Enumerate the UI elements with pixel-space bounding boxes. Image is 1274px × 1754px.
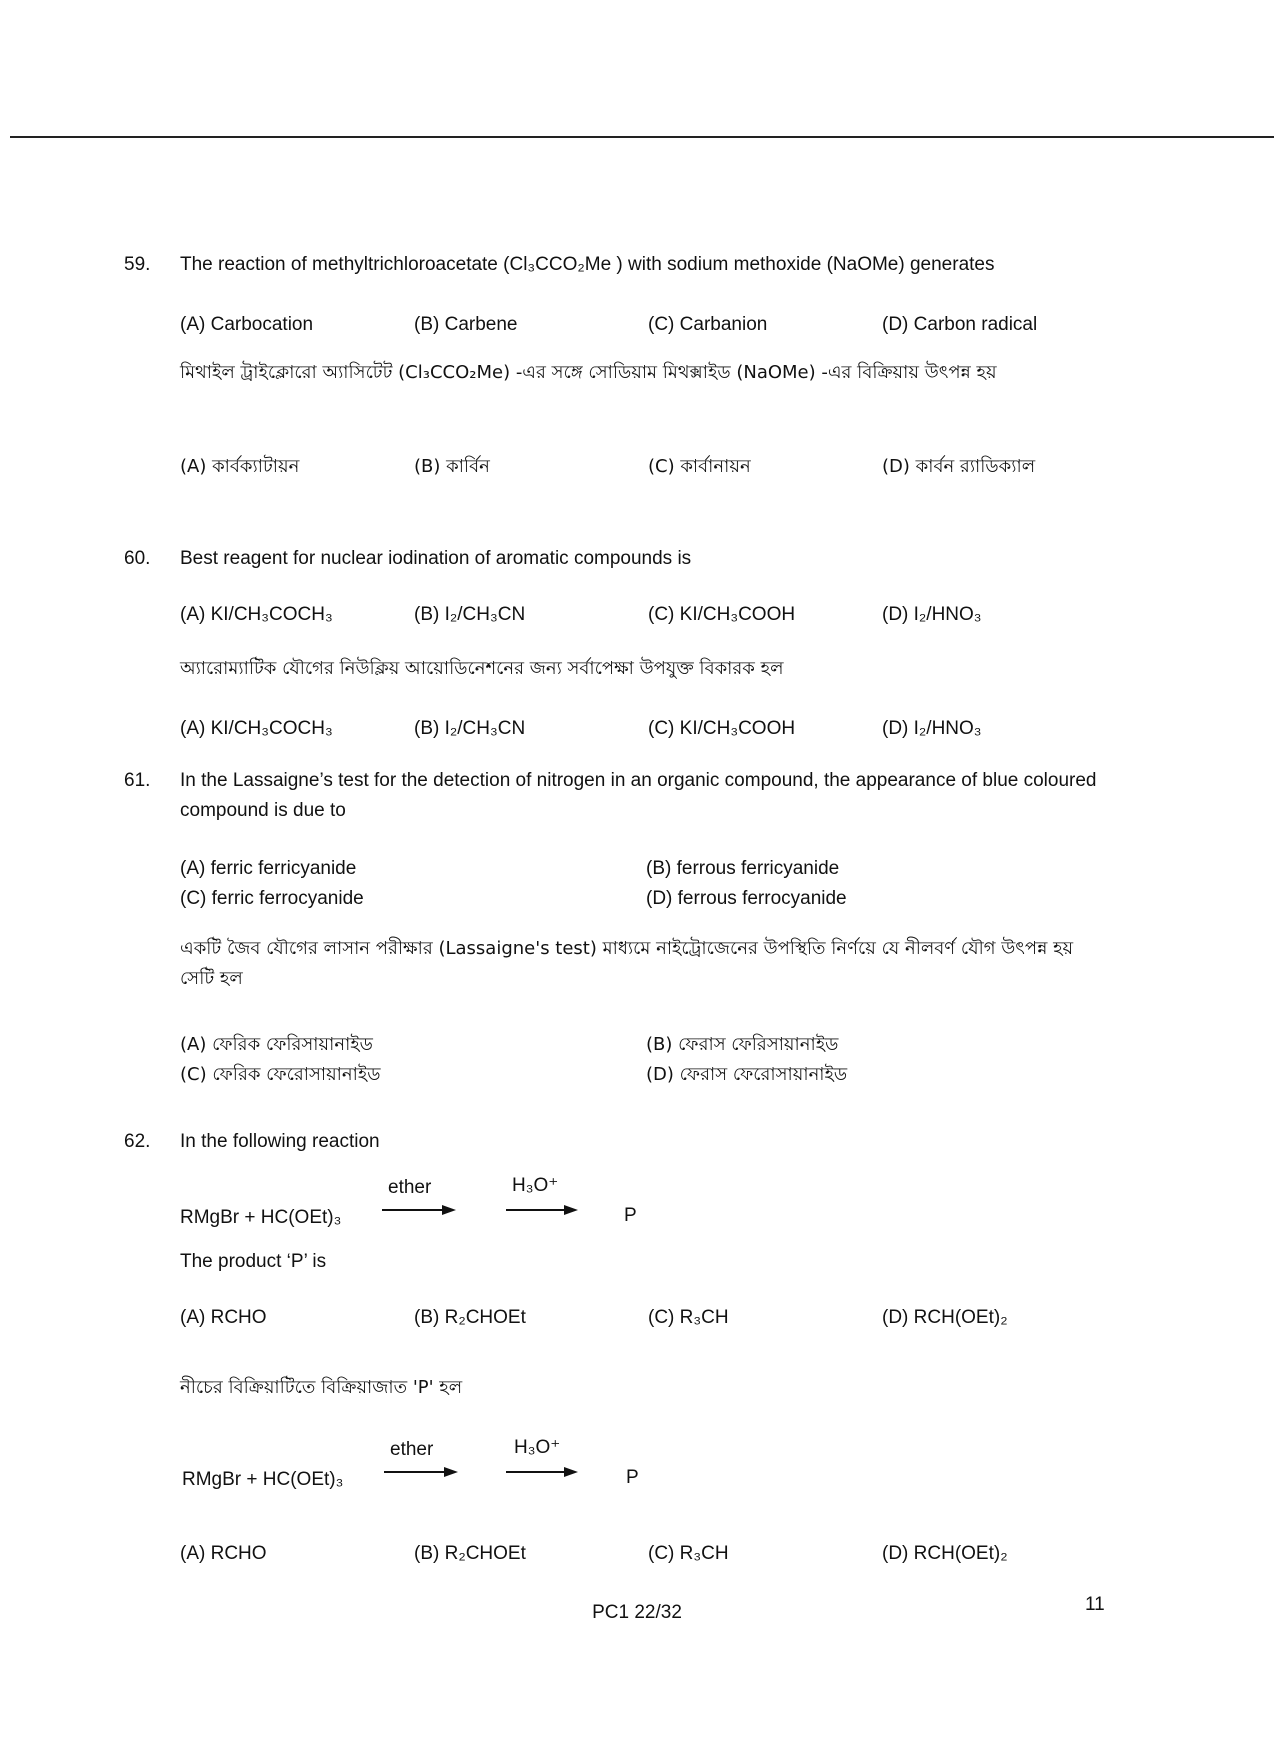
option-c: (C) Carbanion (648, 314, 768, 335)
reactants: RMgBr + HC(OEt)₃ (180, 1207, 342, 1228)
option-d: (D) I₂/HNO₃ (882, 604, 982, 625)
page-footer: PC1 22/32 (592, 1602, 682, 1623)
product-p: P (624, 1205, 637, 1226)
option-c: (C) ferric ferrocyanide (180, 888, 364, 909)
option-d-bn: (D) RCH(OEt)₂ (882, 1543, 1008, 1564)
option-d: (D) ferrous ferrocyanide (646, 888, 847, 909)
option-c-bn: (C) KI/CH₃COOH (648, 718, 796, 739)
option-c-bn: (C) কার্বানায়ন (648, 456, 751, 477)
reaction-scheme-bn (180, 1427, 700, 1497)
options-bn (180, 452, 1110, 482)
header-rule (10, 136, 1274, 138)
options-en (180, 854, 1110, 914)
page-mark: 11 (1085, 1594, 1105, 1615)
options-en (180, 1303, 1110, 1333)
question-text-bn: একটি জৈব যৌগের লাসান পরীক্ষার (Lassaigne's test) মাধ্যমে নাইট্রোজেনের উপস্থিতি নির্ণয়ে যে নীলবর্ণ যৌগ উৎপন্ন হয় সেটি হল (180, 938, 1074, 989)
reactants: RMgBr + HC(OEt)₃ (182, 1469, 344, 1490)
option-c-bn: (C) R₃CH (648, 1543, 729, 1564)
options-en (180, 310, 1110, 340)
question-text-en: Best reagent for nuclear iodination of aromatic compounds is (180, 548, 692, 569)
reagent-ether: ether (388, 1177, 432, 1198)
option-a: (A) Carbocation (180, 314, 314, 335)
options-bn (180, 1539, 1110, 1569)
option-d: (D) Carbon radical (882, 314, 1038, 335)
option-a: (A) RCHO (180, 1307, 267, 1328)
question-number: 62. (124, 1131, 151, 1152)
option-c-bn: (C) ফেরিক ফেরোসায়ানাইড (180, 1064, 381, 1085)
options-bn (180, 1030, 1110, 1090)
question-prompt-en: The product ‘P’ is (180, 1251, 327, 1272)
option-d-bn: (D) কার্বন র‍্যাডিক্যাল (882, 456, 1036, 477)
reaction-arrows (180, 1427, 700, 1497)
question-number: 60. (124, 548, 151, 569)
reagent-acid: H₃O⁺ (512, 1175, 559, 1196)
options-bn (180, 714, 1110, 744)
option-b: (B) R₂CHOEt (414, 1307, 526, 1328)
option-c: (C) KI/CH₃COOH (648, 604, 796, 625)
option-b: (B) Carbene (414, 314, 518, 335)
option-d-bn: (D) ফেরাস ফেরোসায়ানাইড (646, 1064, 848, 1085)
question-text-bn: মিথাইল ট্রাইক্লোরো অ্যাসিটেট (Cl₃CCO₂Me) -এর সঙ্গে সোডিয়াম মিথক্সাইড (NaOMe) -এর বিক্রিয়ায় উৎপন্ন হয় (180, 362, 997, 383)
option-d-bn: (D) I₂/HNO₃ (882, 718, 982, 739)
question-text-en: In the Lassaigne’s test for the detection of nitrogen in an organic compound, the appearance of blue coloured compound is due to (180, 770, 1097, 821)
option-b-bn: (B) ফেরাস ফেরিসায়ানাইড (646, 1034, 839, 1055)
question-number: 59. (124, 254, 151, 275)
question-text-bn: অ্যারোম্যাটিক যৌগের নিউক্লিয় আয়োডিনেশনের জন্য সর্বাপেক্ষা উপযুক্ত বিকারক হল (180, 658, 784, 679)
option-a: (A) KI/CH₃COCH₃ (180, 604, 333, 625)
option-a: (A) ferric ferricyanide (180, 858, 357, 879)
option-a-bn: (A) ফেরিক ফেরিসায়ানাইড (180, 1034, 373, 1055)
option-a-bn: (A) KI/CH₃COCH₃ (180, 718, 333, 739)
question-number: 61. (124, 770, 151, 791)
option-b: (B) I₂/CH₃CN (414, 604, 526, 625)
question-text-en: The reaction of methyltrichloroacetate (Cl₃CCO₂Me ) with sodium methoxide (NaOMe) generates (180, 254, 995, 275)
question-text-bn: নীচের বিক্রিয়াটিতে বিক্রিয়াজাত 'P' হল (180, 1377, 463, 1398)
reagent-acid: H₃O⁺ (514, 1437, 561, 1458)
option-b-bn: (B) I₂/CH₃CN (414, 718, 526, 739)
reaction-arrows (180, 1165, 700, 1235)
option-b-bn: (B) কার্বিন (414, 456, 490, 477)
option-b-bn: (B) R₂CHOEt (414, 1543, 526, 1564)
option-a-bn: (A) RCHO (180, 1543, 267, 1564)
options-en (180, 600, 1110, 630)
reaction-scheme (180, 1165, 700, 1235)
option-c: (C) R₃CH (648, 1307, 729, 1328)
reagent-ether: ether (390, 1439, 434, 1460)
option-a-bn: (A) কার্বক্যাটায়ন (180, 456, 300, 477)
option-b: (B) ferrous ferricyanide (646, 858, 840, 879)
question-text-en: In the following reaction (180, 1131, 380, 1152)
product-p: P (626, 1467, 639, 1488)
option-d: (D) RCH(OEt)₂ (882, 1307, 1008, 1328)
